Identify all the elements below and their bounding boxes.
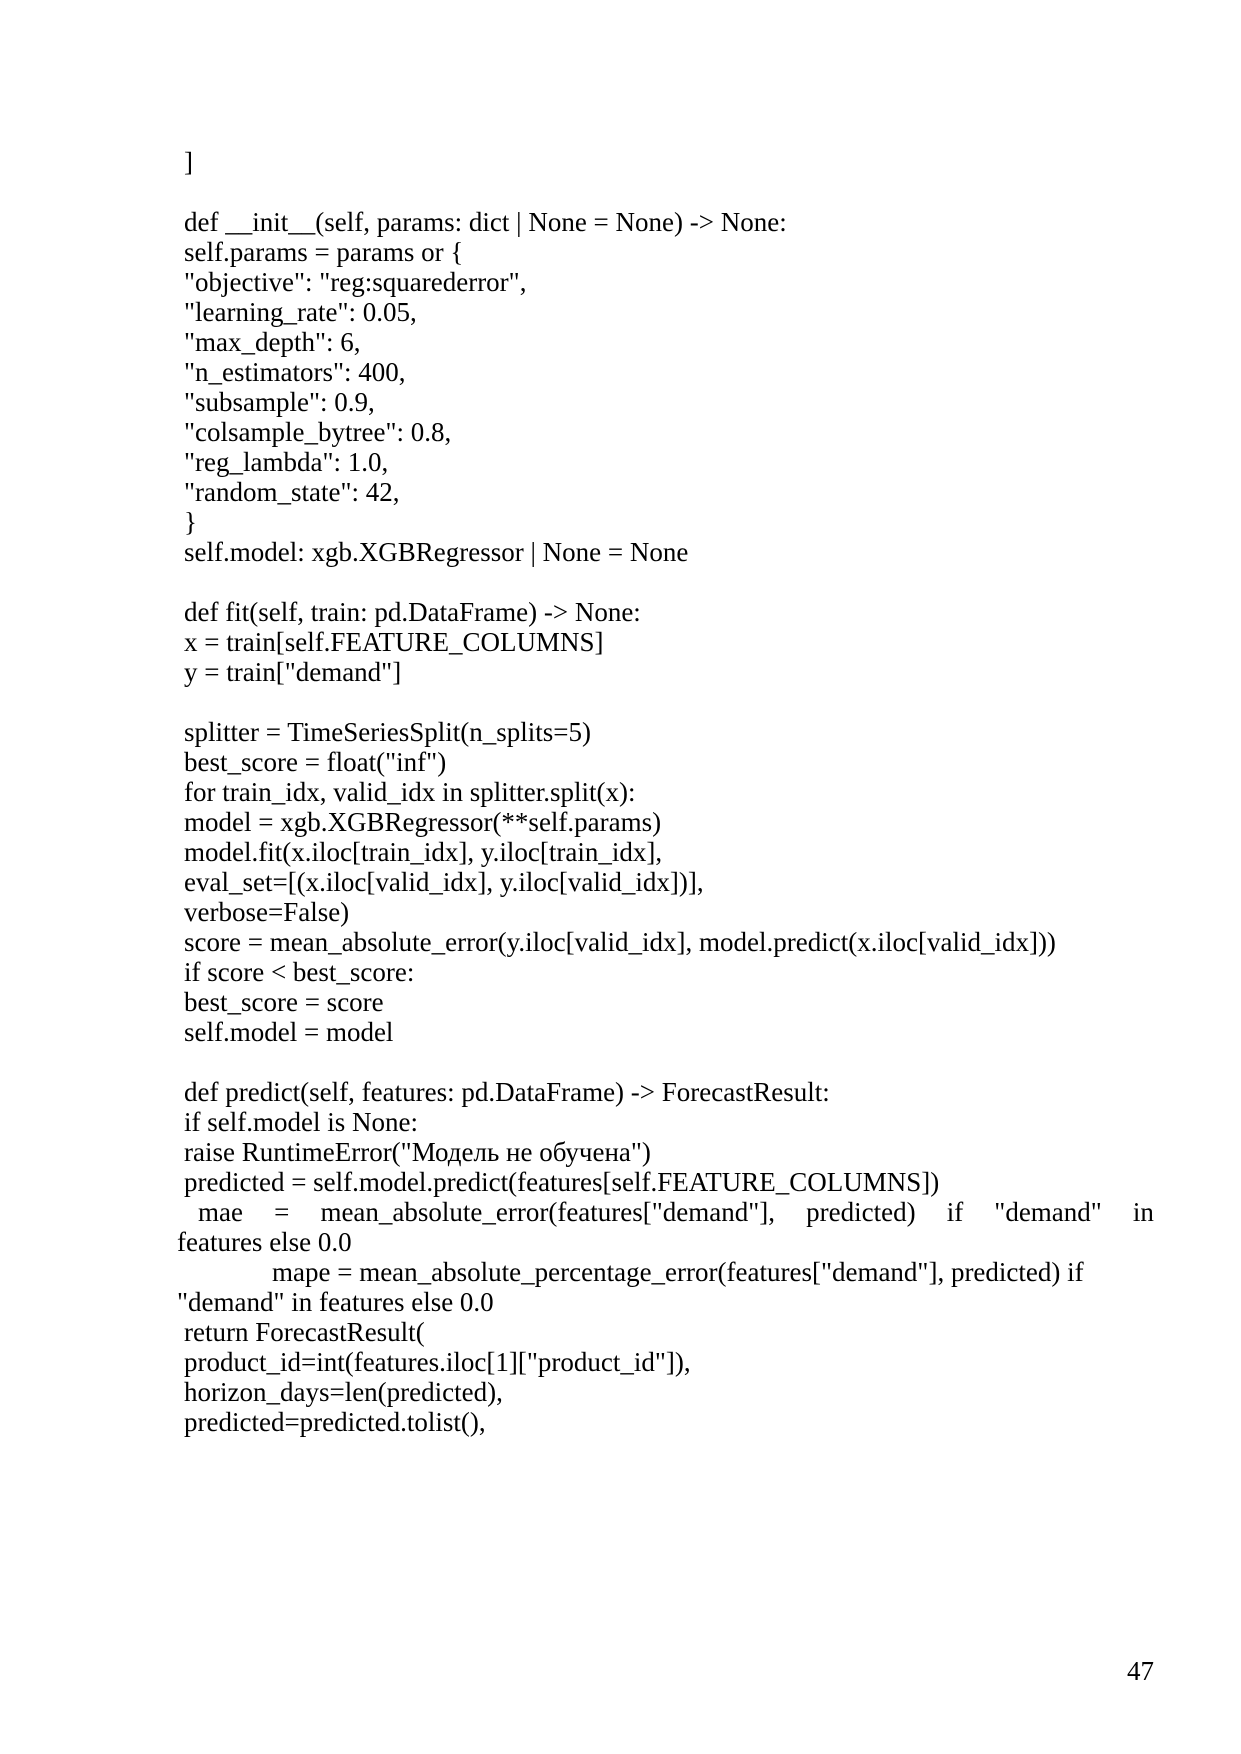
code-line: if self.model is None:	[184, 1107, 418, 1137]
mae-token: in	[1132, 1197, 1154, 1227]
mae-token: "demand"	[994, 1197, 1102, 1227]
code-line: "colsample_bytree": 0.8,	[184, 417, 452, 447]
code-line: self.params = params or {	[184, 237, 464, 267]
code-line: ]	[184, 147, 193, 177]
code-line: "objective": "reg:squarederror",	[184, 267, 527, 297]
code-line: self.model = model	[184, 1017, 394, 1047]
code-line: model = xgb.XGBRegressor(**self.params)	[184, 807, 662, 837]
code-line: predicted = self.model.predict(features[self.FEATURE_COLUMNS])	[184, 1167, 940, 1197]
code-line: splitter = TimeSeriesSplit(n_splits=5)	[184, 717, 591, 747]
mae-token: =	[274, 1197, 290, 1227]
code-line: def fit(self, train: pd.DataFrame) -> None:	[184, 597, 641, 627]
code-line: def predict(self, features: pd.DataFrame) -> ForecastResult:	[184, 1077, 830, 1107]
mae-line	[198, 1195, 1154, 1229]
code-line: "max_depth": 6,	[184, 327, 361, 357]
code-line: def __init__(self, params: dict | None = None) -> None:	[184, 207, 787, 237]
code-line: product_id=int(features.iloc[1]["product_id"]),	[184, 1347, 691, 1377]
code-line: eval_set=[(x.iloc[valid_idx], y.iloc[valid_idx])],	[184, 867, 704, 897]
mae-token: predicted)	[806, 1197, 916, 1227]
page-number: 47	[1127, 1656, 1154, 1686]
code-line: "learning_rate": 0.05,	[184, 297, 417, 327]
code-line: "subsample": 0.9,	[184, 387, 375, 417]
code-line: "random_state": 42,	[184, 477, 400, 507]
mape-continuation: "demand" in features else 0.0	[177, 1287, 494, 1317]
code-line: model.fit(x.iloc[train_idx], y.iloc[train_idx],	[184, 837, 663, 867]
code-line: self.model: xgb.XGBRegressor | None = None	[184, 537, 689, 567]
code-line: best_score = float("inf")	[184, 747, 447, 777]
code-line: best_score = score	[184, 987, 384, 1017]
mape-line: mape = mean_absolute_percentage_error(features["demand"], predicted) if	[272, 1257, 1084, 1287]
code-line: y = train["demand"]	[184, 657, 402, 687]
code-line: "reg_lambda": 1.0,	[184, 447, 389, 477]
code-line: x = train[self.FEATURE_COLUMNS]	[184, 627, 604, 657]
mae-continuation: features else 0.0	[177, 1227, 352, 1257]
mae-token: if	[946, 1197, 964, 1227]
code-line: if score < best_score:	[184, 957, 415, 987]
code-line: for train_idx, valid_idx in splitter.split(x):	[184, 777, 636, 807]
mae-token: mae	[198, 1197, 243, 1227]
code-line: verbose=False)	[184, 897, 350, 927]
code-line: predicted=predicted.tolist(),	[184, 1407, 486, 1437]
code-line: "n_estimators": 400,	[184, 357, 406, 387]
code-line: }	[184, 507, 197, 537]
code-line: raise RuntimeError("Модель не обучена")	[184, 1137, 651, 1167]
code-line: horizon_days=len(predicted),	[184, 1377, 503, 1407]
mae-token: mean_absolute_error(features["demand"],	[320, 1197, 776, 1227]
code-line: score = mean_absolute_error(y.iloc[valid_idx], model.predict(x.iloc[valid_idx]))	[184, 927, 1056, 957]
code-line: return ForecastResult(	[184, 1317, 425, 1347]
